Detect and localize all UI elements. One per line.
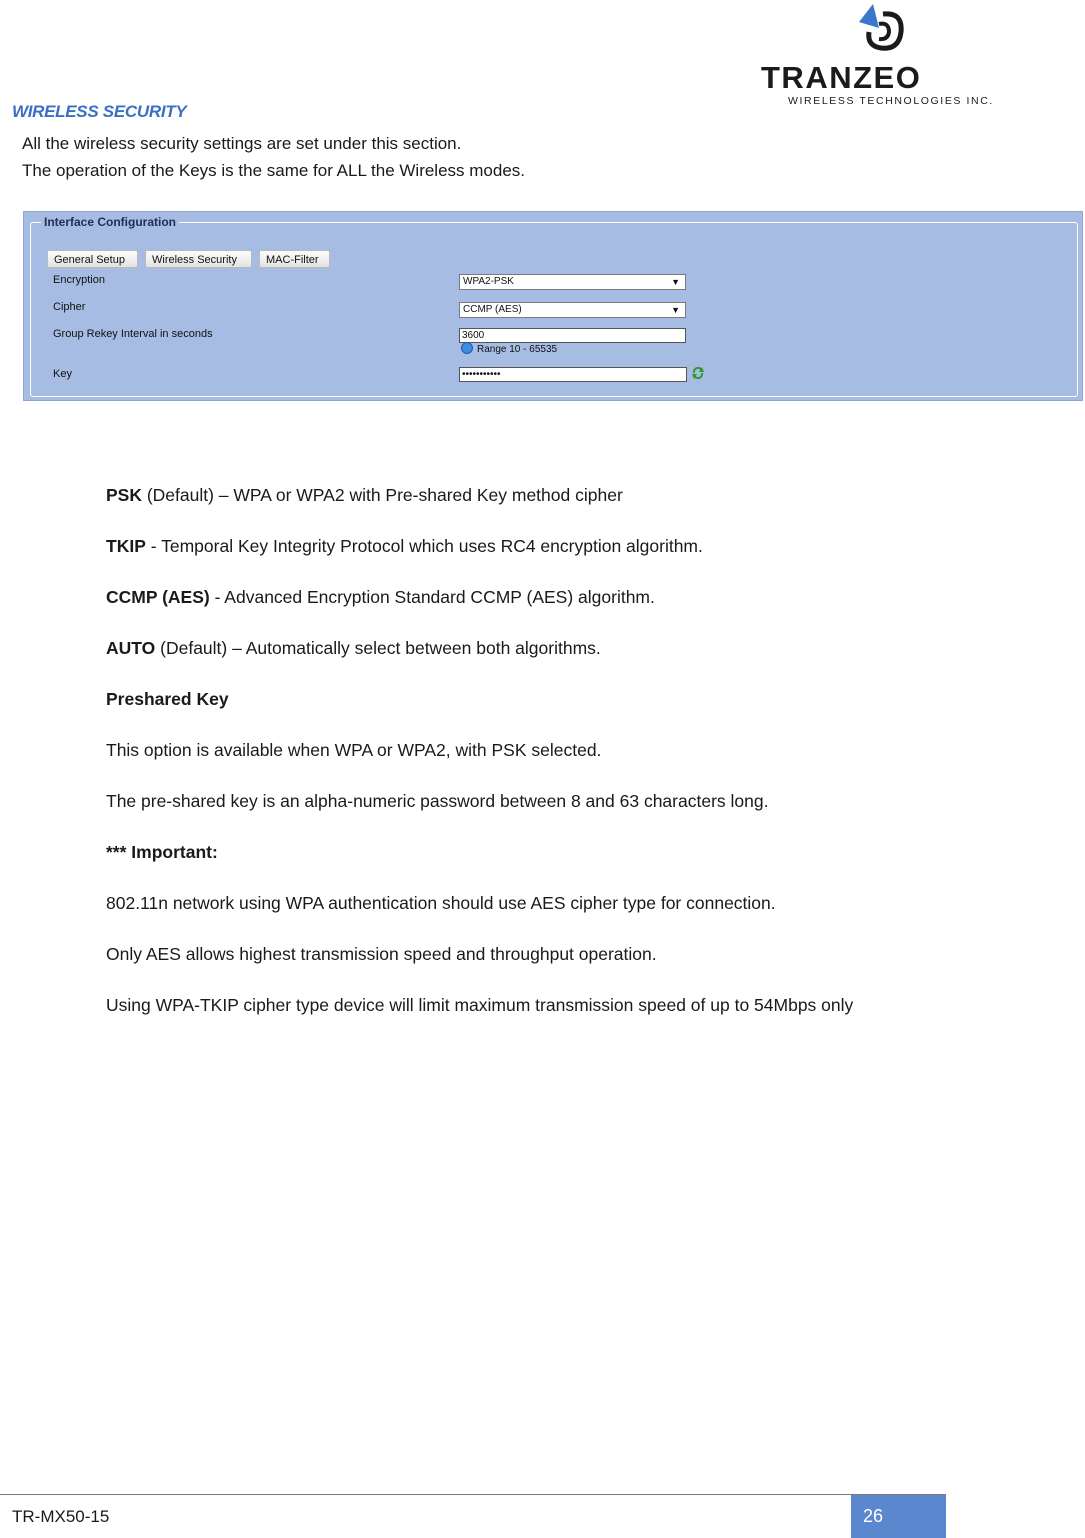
important-stars: *** xyxy=(106,842,132,862)
cipher-select-value: CCMP (AES) xyxy=(463,304,522,315)
intro-line-1: All the wireless security settings are set under this section. xyxy=(22,134,462,153)
auto-description: (Default) – Automatically select between both algorithms. xyxy=(155,638,601,658)
section-title: WIRELESS SECURITY xyxy=(12,102,187,121)
tkip-term: TKIP xyxy=(106,536,146,556)
tkip-paragraph xyxy=(106,536,703,557)
preshared-paragraph-2: The pre-shared key is an alpha-numeric password between 8 and 63 characters long. xyxy=(106,791,769,811)
encryption-select-value: WPA2-PSK xyxy=(463,276,514,287)
group-rekey-input[interactable]: 3600 xyxy=(459,328,686,343)
group-rekey-range-hint xyxy=(461,342,557,355)
footer-document-id: TR-MX50-15 xyxy=(12,1507,110,1526)
important-paragraph-2: Only AES allows highest transmission speed and throughput operation. xyxy=(106,944,657,964)
psk-description: (Default) – WPA or WPA2 with Pre-shared Key method cipher xyxy=(141,485,623,505)
interface-configuration-panel xyxy=(23,211,1083,401)
page-number: 26 xyxy=(851,1495,946,1538)
dropdown-arrow-icon: ▼ xyxy=(671,277,680,287)
tab-wireless-security[interactable]: Wireless Security xyxy=(145,250,252,268)
cipher-select[interactable] xyxy=(459,302,686,318)
logo-emblem-icon xyxy=(859,4,901,48)
psk-term: PSK xyxy=(106,485,142,505)
auto-term: AUTO xyxy=(106,638,156,658)
tab-mac-filter[interactable]: MAC-Filter xyxy=(259,250,330,268)
cipher-label: Cipher xyxy=(53,301,86,313)
footer-divider xyxy=(0,1494,946,1495)
key-label: Key xyxy=(53,368,72,380)
tranzeo-logo xyxy=(755,2,1017,110)
important-label: Important: xyxy=(131,842,218,862)
dropdown-arrow-icon: ▼ xyxy=(671,305,680,315)
intro-line-2: The operation of the Keys is the same for ALL the Wireless modes. xyxy=(22,161,526,180)
ccmp-paragraph xyxy=(106,587,655,608)
preshared-key-heading-text: Preshared Key xyxy=(106,689,229,709)
encryption-label: Encryption xyxy=(53,274,105,286)
logo-brand-text: TRANZEO xyxy=(761,60,922,95)
important-heading xyxy=(106,842,218,863)
important-paragraph-3: Using WPA-TKIP cipher type device will limit maximum transmission speed of up to 54Mbps only xyxy=(106,995,854,1015)
auto-paragraph xyxy=(106,638,601,659)
ccmp-term: CCMP (AES) xyxy=(106,587,210,607)
encryption-select[interactable] xyxy=(459,274,686,290)
preshared-paragraph-1: This option is available when WPA or WPA2, with PSK selected. xyxy=(106,740,602,760)
key-input[interactable]: ••••••••••• xyxy=(459,367,687,382)
group-rekey-label: Group Rekey Interval in seconds xyxy=(53,328,213,340)
fieldset-legend: Interface Configuration xyxy=(41,215,179,229)
tab-general-setup[interactable]: General Setup xyxy=(47,250,138,268)
interface-configuration-fieldset xyxy=(30,215,1078,397)
important-paragraph-1: 802.11n network using WPA authentication should use AES cipher type for connection. xyxy=(106,893,776,913)
refresh-key-icon[interactable] xyxy=(691,366,705,380)
info-icon xyxy=(461,342,473,354)
preshared-key-heading xyxy=(106,689,229,710)
psk-paragraph xyxy=(106,485,623,506)
ccmp-description: - Advanced Encryption Standard CCMP (AES) algorithm. xyxy=(209,587,655,607)
tkip-description: - Temporal Key Integrity Protocol which uses RC4 encryption algorithm. xyxy=(145,536,703,556)
range-hint-text: Range 10 - 65535 xyxy=(477,344,558,355)
logo-tagline-text: WIRELESS TECHNOLOGIES INC. xyxy=(788,95,994,107)
